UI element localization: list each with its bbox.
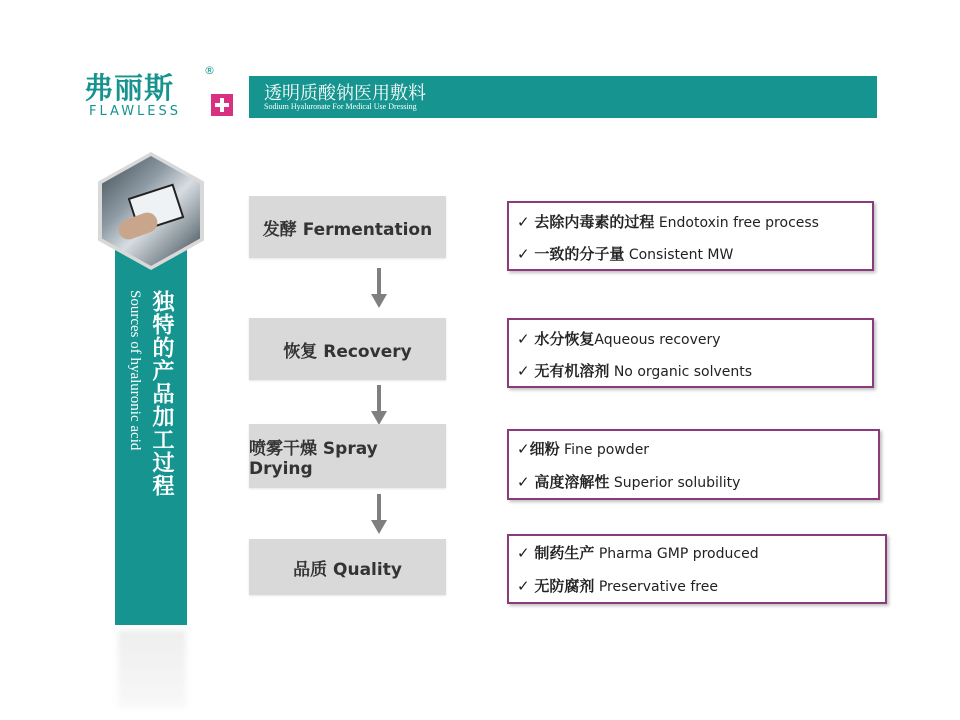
detail-box-quality — [507, 534, 887, 604]
detail-line: ✓ 一致的分子量 Consistent MW — [517, 245, 734, 263]
check-icon: ✓ — [517, 440, 530, 458]
tablet-photo — [102, 156, 200, 266]
detail-box-fermentation — [507, 201, 874, 271]
detail-line: ✓ 高度溶解性 Superior solubility — [517, 473, 741, 491]
down-arrow-icon — [369, 494, 389, 536]
brand-logo-text: 弗丽斯 — [84, 71, 175, 105]
check-icon: ✓ — [517, 245, 530, 263]
check-icon: ✓ — [517, 473, 530, 491]
side-title-en: Sources of hyaluronic acid — [127, 290, 143, 451]
side-bar-reflection — [118, 630, 186, 708]
detail-line: ✓ 无防腐剂 Preservative free — [517, 577, 718, 595]
hexagon-photo-frame — [98, 152, 204, 270]
medical-cross-icon — [211, 94, 233, 116]
check-icon: ✓ — [517, 213, 530, 231]
brand-logo-en: FLAWLESS — [89, 104, 182, 119]
header-title-en: Sodium Hyaluronate For Medical Use Dressing — [264, 102, 417, 111]
detail-box-spray-drying — [507, 429, 880, 500]
detail-line: ✓ 制药生产 Pharma GMP produced — [517, 544, 759, 562]
header-bar — [249, 76, 877, 118]
detail-line: ✓ 水分恢复Aqueous recovery — [517, 330, 721, 348]
hand-image — [116, 210, 160, 242]
detail-box-recovery — [507, 318, 874, 388]
check-icon: ✓ — [517, 577, 530, 595]
step-quality: 品质 Quality — [249, 539, 446, 595]
registered-mark: ® — [204, 64, 215, 77]
check-icon: ✓ — [517, 330, 530, 348]
detail-line: ✓细粉 Fine powder — [517, 440, 650, 458]
step-spray-drying: 喷雾干燥 Spray Drying — [249, 424, 446, 488]
check-icon: ✓ — [517, 544, 530, 562]
step-fermentation: 发酵 Fermentation — [249, 196, 446, 258]
check-icon: ✓ — [517, 362, 530, 380]
header-title-cn: 透明质酸钠医用敷料 — [264, 83, 426, 104]
detail-line: ✓ 无有机溶剂 No organic solvents — [517, 362, 753, 380]
down-arrow-icon — [369, 268, 389, 310]
side-title-cn: 独特的产品加工过程 — [149, 290, 174, 497]
detail-line: ✓ 去除内毒素的过程 Endotoxin free process — [517, 213, 819, 231]
down-arrow-icon — [369, 385, 389, 427]
step-recovery: 恢复 Recovery — [249, 318, 446, 380]
